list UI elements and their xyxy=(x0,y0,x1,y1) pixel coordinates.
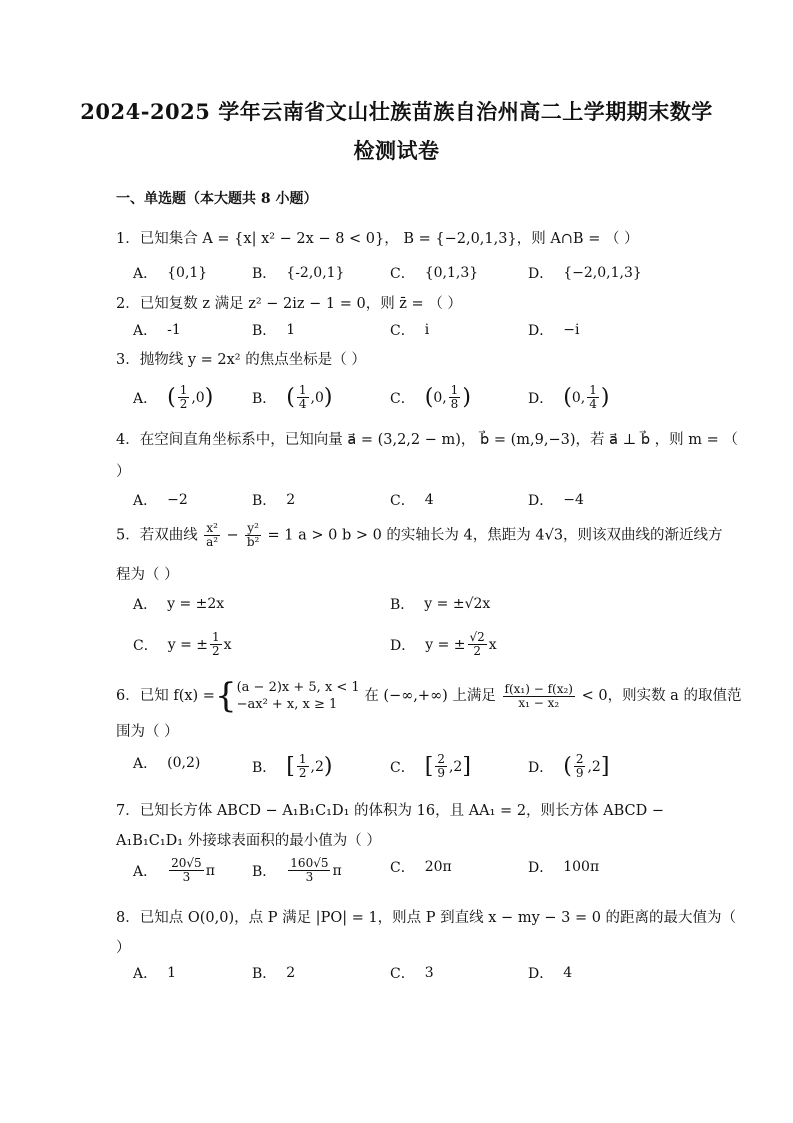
question-7: 7．已知长方体 ABCD − A₁B₁C₁D₁ 的体积为 16，且 AA₁ = 2，则长方体 ABCD − A₁B₁C₁D₁ 外接球表面积的最小值为（ ） xyxy=(116,803,665,849)
option-b: B． ( $\frac{1}{4}$ ,0 ) xyxy=(252,383,333,411)
option-c: C． ( 0, $\frac{1}{8}$ ) xyxy=(390,383,471,411)
question-5-line1: 5．若双曲线 $\frac{\text{x²}}{\text{a²}}$ − $\frac{\text{y²}}{\text{b²}}$ = 1 a > 0 b > 0 的实轴长为 4，焦距为 4√3，则该双曲线的渐近线方 xyxy=(116,521,723,549)
option-b: B． [ $\frac{1}{2}$ ,2 ) xyxy=(252,752,333,780)
exam-title-line1: 2024-2025 学年云南省文山壮族苗族自治州高二上学期期末数学 xyxy=(80,99,713,124)
option-d: D． ( 0, $\frac{1}{4}$ ) xyxy=(528,383,610,411)
question-3-options xyxy=(0,384,793,420)
question-4-line2: ） xyxy=(116,464,131,480)
question-5-line2: 程为（ ） xyxy=(116,567,179,583)
option-b: B． y = ±√2x xyxy=(390,596,491,613)
option-c: C． 3 xyxy=(390,965,434,982)
option-d: D． 100π xyxy=(528,859,600,876)
option-d: D． ( $\frac{2}{9}$ ,2 ] xyxy=(528,752,610,780)
option-b: B． $\frac{160√5}{3}$ π xyxy=(252,856,342,884)
question-5-options-row1 xyxy=(0,594,793,630)
question-8-options xyxy=(0,963,793,999)
question-6-line1: 6．已知 f(x) ={ (a − 2)x + 5, x < 1 −ax² + x, x ≥ 1 在 (−∞,+∞) 上满足 $\frac{\text{f(x₁) − f(x₂)}}{\text{x₁ − x₂}}$ < 0，则实数 a 的取值范 xyxy=(116,676,742,716)
case-2: −ax² + x, x ≥ 1 xyxy=(236,697,338,712)
question-6-line2: 围为（ ） xyxy=(116,724,179,740)
case-1: (a − 2)x + 5, x < 1 xyxy=(236,680,360,695)
option-a: A． 1 xyxy=(133,965,177,982)
option-a: A． {0,1} xyxy=(133,265,208,282)
question-4-options xyxy=(0,490,793,526)
option-b: B． 2 xyxy=(252,965,296,982)
option-c: C． i xyxy=(390,322,430,339)
question-8-line2: ） xyxy=(116,940,131,956)
option-c: C． 20π xyxy=(390,859,452,876)
option-b: B． 2 xyxy=(252,492,296,509)
option-d: D． −i xyxy=(528,322,580,339)
question-5-options-row2 xyxy=(0,631,793,667)
option-b: B． 1 xyxy=(252,322,296,339)
option-a: A． -1 xyxy=(133,322,181,339)
option-a: A． ( $\frac{1}{2}$ ,0 ) xyxy=(133,383,214,411)
option-c: C． {0,1,3} xyxy=(390,265,479,282)
option-a: A． (0,2) xyxy=(133,755,201,772)
option-d: D． −4 xyxy=(528,492,584,509)
question-4-line1: 4．在空间直角坐标系中，已知向量 a⃗ = (3,2,2 − m)， b⃗ = (m,9,−3)，若 a⃗ ⊥ b⃗ ，则 m = （ xyxy=(116,432,738,448)
question-8-line1: 8．已知点 O(0,0)，点 P 满足 |PO| = 1，则点 P 到直线 x − my − 3 = 0 的距离的最大值为（ xyxy=(116,910,737,926)
option-a: A． $\frac{20√5}{3}$ π xyxy=(133,856,215,884)
option-d: D． {−2,0,1,3} xyxy=(528,265,642,282)
question-7-options xyxy=(0,857,793,893)
option-a: A． y = ±2x xyxy=(133,596,225,613)
exam-title-line2: 检测试卷 xyxy=(353,138,440,163)
option-a: A． −2 xyxy=(133,492,188,509)
option-c: C． 4 xyxy=(390,492,434,509)
option-d: D． 4 xyxy=(528,965,573,982)
question-2: 2．已知复数 z 满足 z² − 2iz − 1 = 0，则 z̄ = （ ） xyxy=(116,296,462,312)
option-d: D． y = ± $\frac{√2}{2}$ x xyxy=(390,630,497,658)
question-1: 1．已知集合 A = {x| x² − 2x − 8 < 0}， B = {−2,0,1,3}，则 A∩B = （ ） xyxy=(116,231,639,247)
section-heading: 一、单选题（本大题共 8 小题） xyxy=(116,191,318,207)
option-b: B． {-2,0,1} xyxy=(252,265,345,282)
question-6-options xyxy=(0,753,793,789)
option-c: C． [ $\frac{2}{9}$ ,2 ] xyxy=(390,752,471,780)
option-c: C． y = ± $\frac{1}{2}$ x xyxy=(133,630,232,658)
question-3: 3．抛物线 y = 2x² 的焦点坐标是（ ） xyxy=(116,352,366,368)
